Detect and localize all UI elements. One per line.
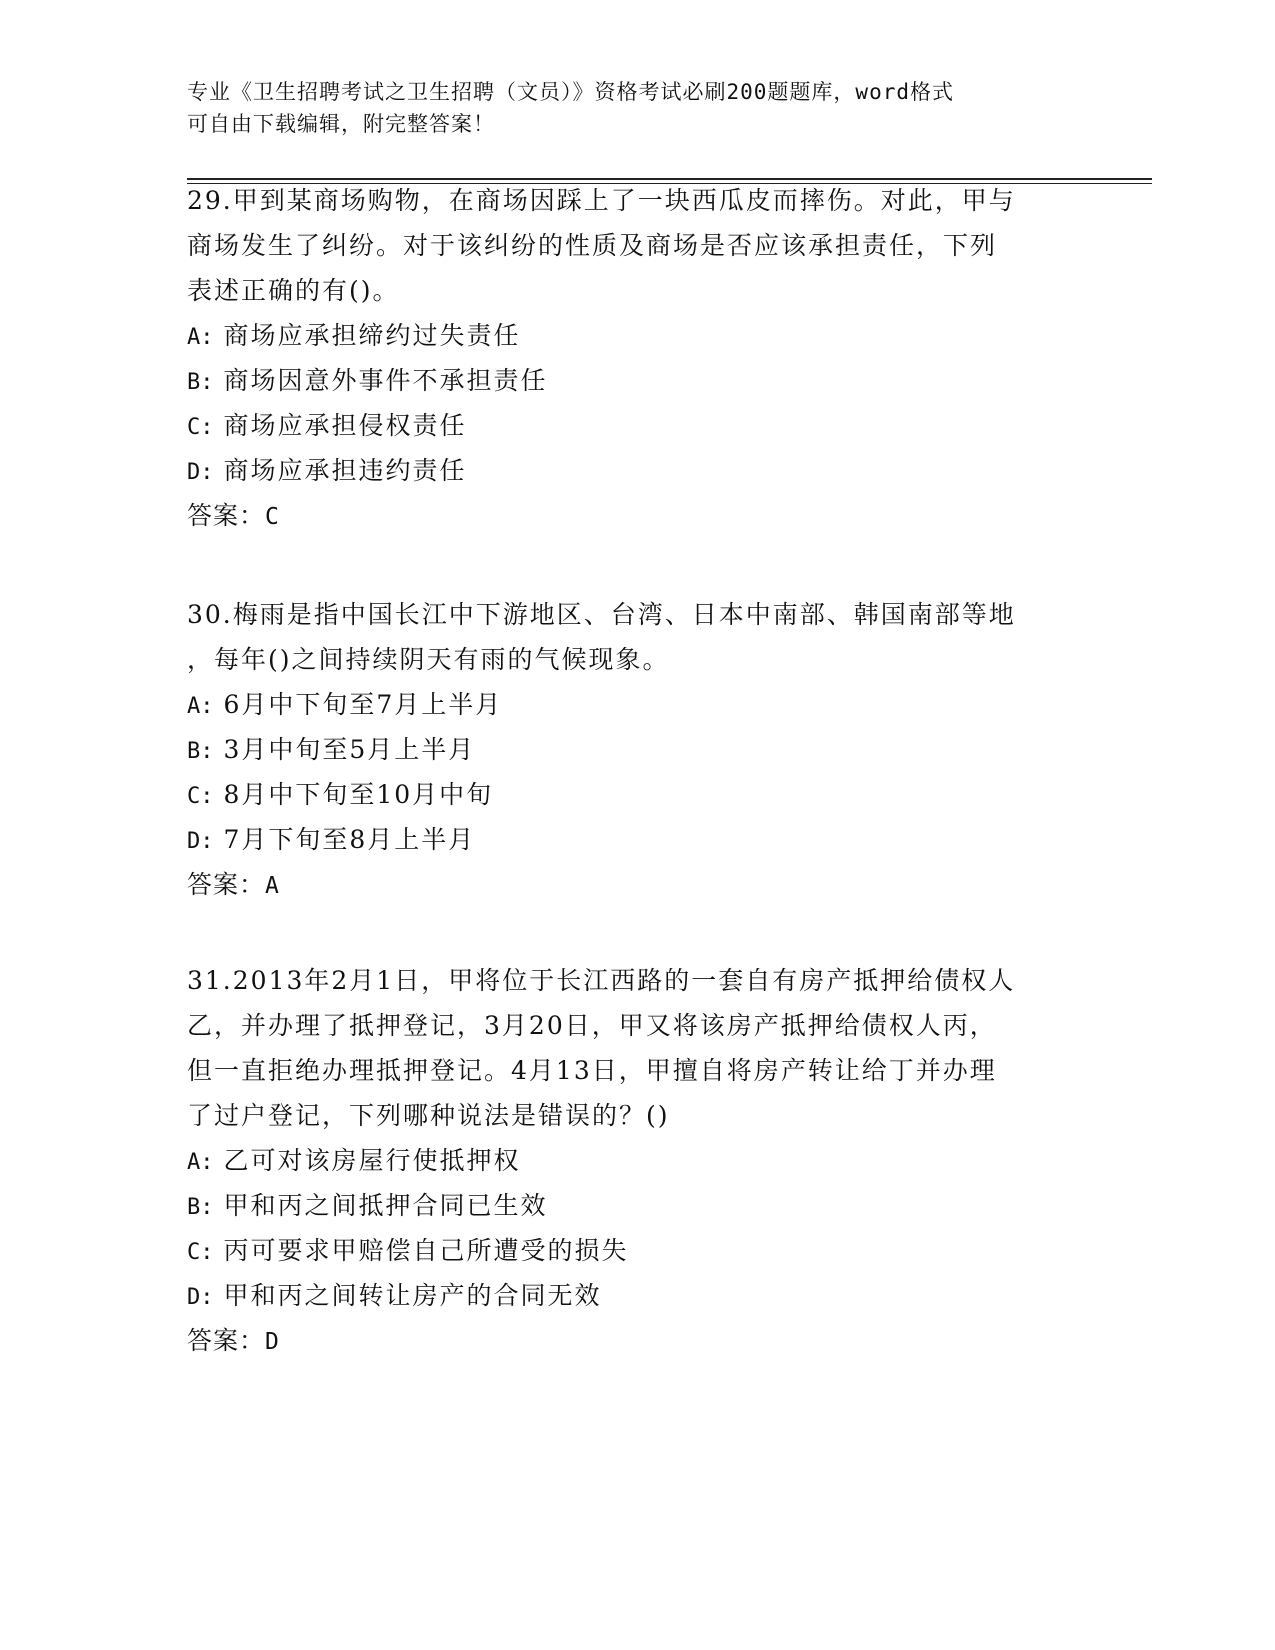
answer-label: 答案： bbox=[187, 1326, 266, 1355]
option-a bbox=[187, 313, 1087, 358]
option-letter: C: bbox=[187, 415, 214, 440]
option-letter: B: bbox=[187, 739, 214, 764]
option-letter: A: bbox=[187, 1150, 214, 1175]
option-letter: B: bbox=[187, 370, 214, 395]
question-text-line: ，每年()之间持续阴天有雨的气候现象。 bbox=[187, 645, 670, 674]
option-text: 6月中下旬至7月上半月 bbox=[223, 690, 503, 719]
option-text: 7月下旬至8月上半月 bbox=[223, 825, 476, 854]
option-letter: D: bbox=[187, 460, 214, 485]
answer bbox=[187, 1318, 1087, 1363]
question-text-line: 商场发生了纠纷。对于该纠纷的性质及商场是否应该承担责任，下列 bbox=[187, 231, 998, 260]
answer-value: D bbox=[265, 1329, 280, 1355]
option-letter: C: bbox=[187, 1240, 214, 1265]
question-text-line: 30.梅雨是指中国长江中下游地区、台湾、日本中南部、韩国南部等地 bbox=[187, 600, 1016, 629]
option-letter: D: bbox=[187, 1285, 214, 1310]
option-a bbox=[187, 682, 1087, 727]
header-line-1: 专业《卫生招聘考试之卫生招聘（文员）》资格考试必刷200题题库，word格式 bbox=[187, 80, 954, 104]
option-text: 商场因意外事件不承担责任 bbox=[223, 366, 548, 395]
option-a bbox=[187, 1138, 1087, 1183]
option-text: 商场应承担侵权责任 bbox=[223, 411, 467, 440]
answer bbox=[187, 493, 1087, 538]
question-text-line: 乙，并办理了抵押登记，3月20日，甲又将该房产抵押给债权人丙， bbox=[187, 1011, 997, 1040]
option-text: 丙可要求甲赔偿自己所遭受的损失 bbox=[223, 1236, 629, 1265]
option-text: 甲和丙之间抵押合同已生效 bbox=[223, 1191, 548, 1220]
option-letter: D: bbox=[187, 829, 214, 854]
answer-value: C bbox=[265, 504, 280, 530]
option-b bbox=[187, 727, 1087, 772]
option-d bbox=[187, 817, 1087, 862]
option-letter: B: bbox=[187, 1195, 214, 1220]
option-d bbox=[187, 1273, 1087, 1318]
answer-label: 答案： bbox=[187, 870, 266, 899]
option-letter: A: bbox=[187, 694, 214, 719]
option-text: 甲和丙之间转让房产的合同无效 bbox=[223, 1281, 602, 1310]
option-text: 3月中旬至5月上半月 bbox=[223, 735, 476, 764]
option-c bbox=[187, 403, 1087, 448]
answer-value: A bbox=[265, 873, 280, 899]
option-text: 商场应承担缔约过失责任 bbox=[223, 321, 521, 350]
option-c bbox=[187, 1228, 1087, 1273]
option-b bbox=[187, 1183, 1087, 1228]
option-letter: C: bbox=[187, 784, 214, 809]
question-text-line: 了过户登记，下列哪种说法是错误的？() bbox=[187, 1101, 670, 1130]
document-header bbox=[187, 76, 1067, 140]
option-letter: A: bbox=[187, 325, 214, 350]
option-c bbox=[187, 772, 1087, 817]
option-b bbox=[187, 358, 1087, 403]
answer-label: 答案： bbox=[187, 501, 266, 530]
question-text-line: 29.甲到某商场购物，在商场因踩上了一块西瓜皮而摔伤。对此，甲与 bbox=[187, 186, 1016, 215]
question-29 bbox=[187, 178, 1087, 538]
header-line-2: 可自由下载编辑，附完整答案！ bbox=[187, 112, 495, 136]
question-text-line: 但一直拒绝办理抵押登记。4月13日，甲擅自将房产转让给丁并办理 bbox=[187, 1056, 997, 1085]
question-31 bbox=[187, 958, 1087, 1363]
question-30 bbox=[187, 592, 1087, 907]
option-text: 8月中下旬至10月中旬 bbox=[223, 780, 494, 809]
option-d bbox=[187, 448, 1087, 493]
question-text-line: 表述正确的有()。 bbox=[187, 276, 400, 305]
option-text: 商场应承担违约责任 bbox=[223, 456, 467, 485]
question-text-line: 31.2013年2月1日，甲将位于长江西路的一套自有房产抵押给债权人 bbox=[187, 966, 1016, 995]
option-text: 乙可对该房屋行使抵押权 bbox=[223, 1146, 521, 1175]
answer bbox=[187, 862, 1087, 907]
